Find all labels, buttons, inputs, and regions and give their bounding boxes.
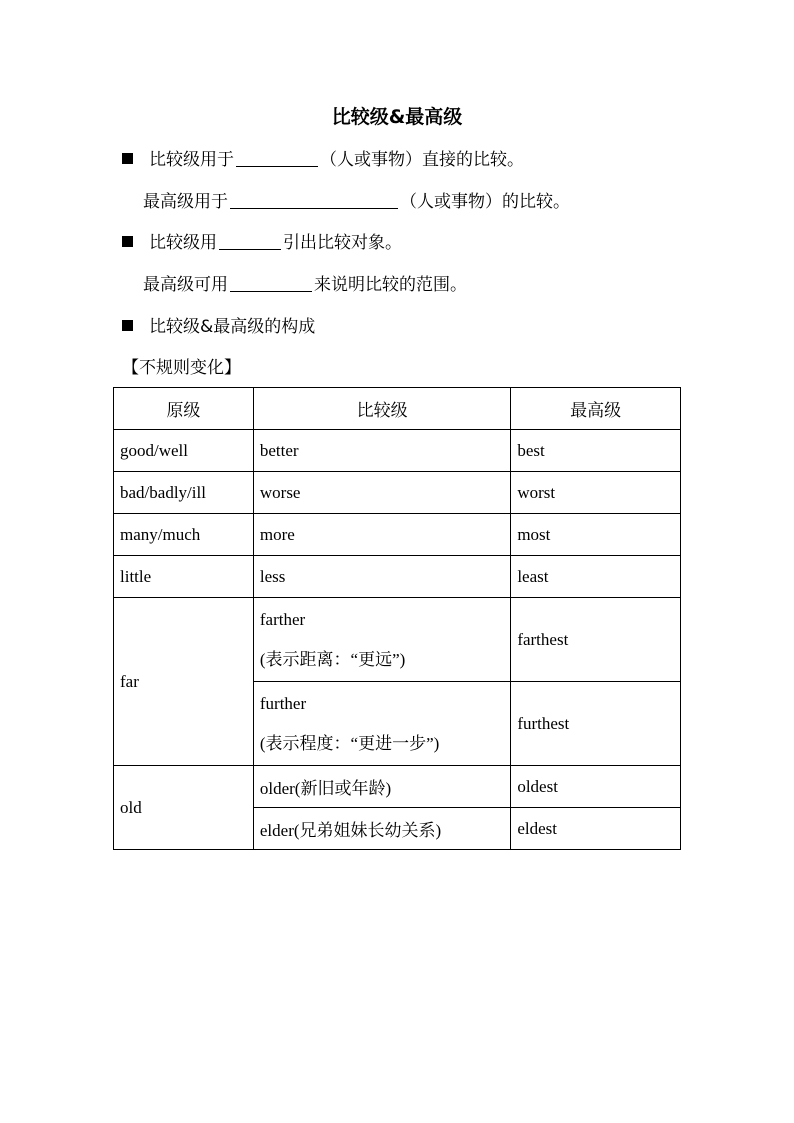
header-base: 原级: [114, 388, 254, 430]
table-row: [114, 556, 681, 598]
cell-superlative-old-1: oldest: [511, 766, 681, 808]
line-superlative-range: [143, 273, 467, 297]
fill-blank[interactable]: [236, 149, 318, 167]
comparative-word: further: [259, 693, 307, 713]
cell-superlative: least: [511, 556, 681, 598]
table-row: [114, 472, 681, 514]
irregular-heading: 【不规则变化】: [122, 358, 241, 378]
cell-base: many/much: [114, 514, 254, 556]
page-title: 比较级&最高级: [331, 106, 463, 128]
cell-base-old: old: [114, 766, 254, 850]
table-row-far-1: [114, 598, 681, 682]
line-prefix: 比较级用于: [149, 150, 234, 170]
table-row: [114, 430, 681, 472]
cell-base: little: [114, 556, 254, 598]
fill-blank[interactable]: [230, 274, 312, 292]
cell-superlative-far-1: farthest: [511, 598, 681, 682]
bullet-line-formation: [122, 315, 315, 339]
cell-base: bad/badly/ill: [114, 472, 254, 514]
line-suffix: 来说明比较的范围。: [314, 275, 467, 295]
line-text: 比较级&最高级的构成: [149, 317, 316, 337]
line-suffix: （人或事物）直接的比较。: [320, 150, 524, 170]
cell-comparative-old-2: elder(兄弟姐妹长幼关系): [253, 808, 510, 850]
header-comparative: 比较级: [253, 388, 510, 430]
bullet-line-comparative-use: [122, 148, 524, 172]
line-suffix: 引出比较对象。: [283, 233, 402, 253]
line-prefix: 最高级用于: [143, 192, 228, 212]
square-bullet-icon: [122, 320, 133, 331]
table-row: [114, 514, 681, 556]
header-superlative: 最高级: [511, 388, 681, 430]
cell-base: good/well: [114, 430, 254, 472]
comparative-note: (表示程度：“更进一步”): [259, 733, 440, 753]
line-superlative-use: [143, 190, 570, 214]
table-row-old-1: [114, 766, 681, 808]
cell-superlative: worst: [511, 472, 681, 514]
line-prefix: 比较级用: [149, 233, 217, 253]
cell-comparative: more: [253, 514, 510, 556]
irregular-forms-table: [113, 387, 681, 850]
cell-comparative: worse: [253, 472, 510, 514]
cell-comparative-old-1: older(新旧或年龄): [253, 766, 510, 808]
cell-superlative-far-2: furthest: [511, 682, 681, 766]
cell-superlative: most: [511, 514, 681, 556]
square-bullet-icon: [122, 153, 133, 164]
comparative-note: (表示距离：“更远”): [259, 649, 406, 669]
cell-superlative: best: [511, 430, 681, 472]
fill-blank[interactable]: [219, 232, 281, 250]
comparative-word: farther: [259, 609, 306, 629]
fill-blank[interactable]: [230, 191, 398, 209]
cell-superlative-old-2: eldest: [511, 808, 681, 850]
square-bullet-icon: [122, 236, 133, 247]
cell-base-far: far: [114, 598, 254, 766]
cell-comparative-far-2: [253, 682, 510, 766]
line-prefix: 最高级可用: [143, 275, 228, 295]
cell-comparative-far-1: [253, 598, 510, 682]
line-suffix: （人或事物）的比较。: [400, 192, 570, 212]
bullet-line-comparative-than: [122, 231, 402, 255]
cell-comparative: less: [253, 556, 510, 598]
cell-comparative: better: [253, 430, 510, 472]
table-header-row: [114, 388, 681, 430]
